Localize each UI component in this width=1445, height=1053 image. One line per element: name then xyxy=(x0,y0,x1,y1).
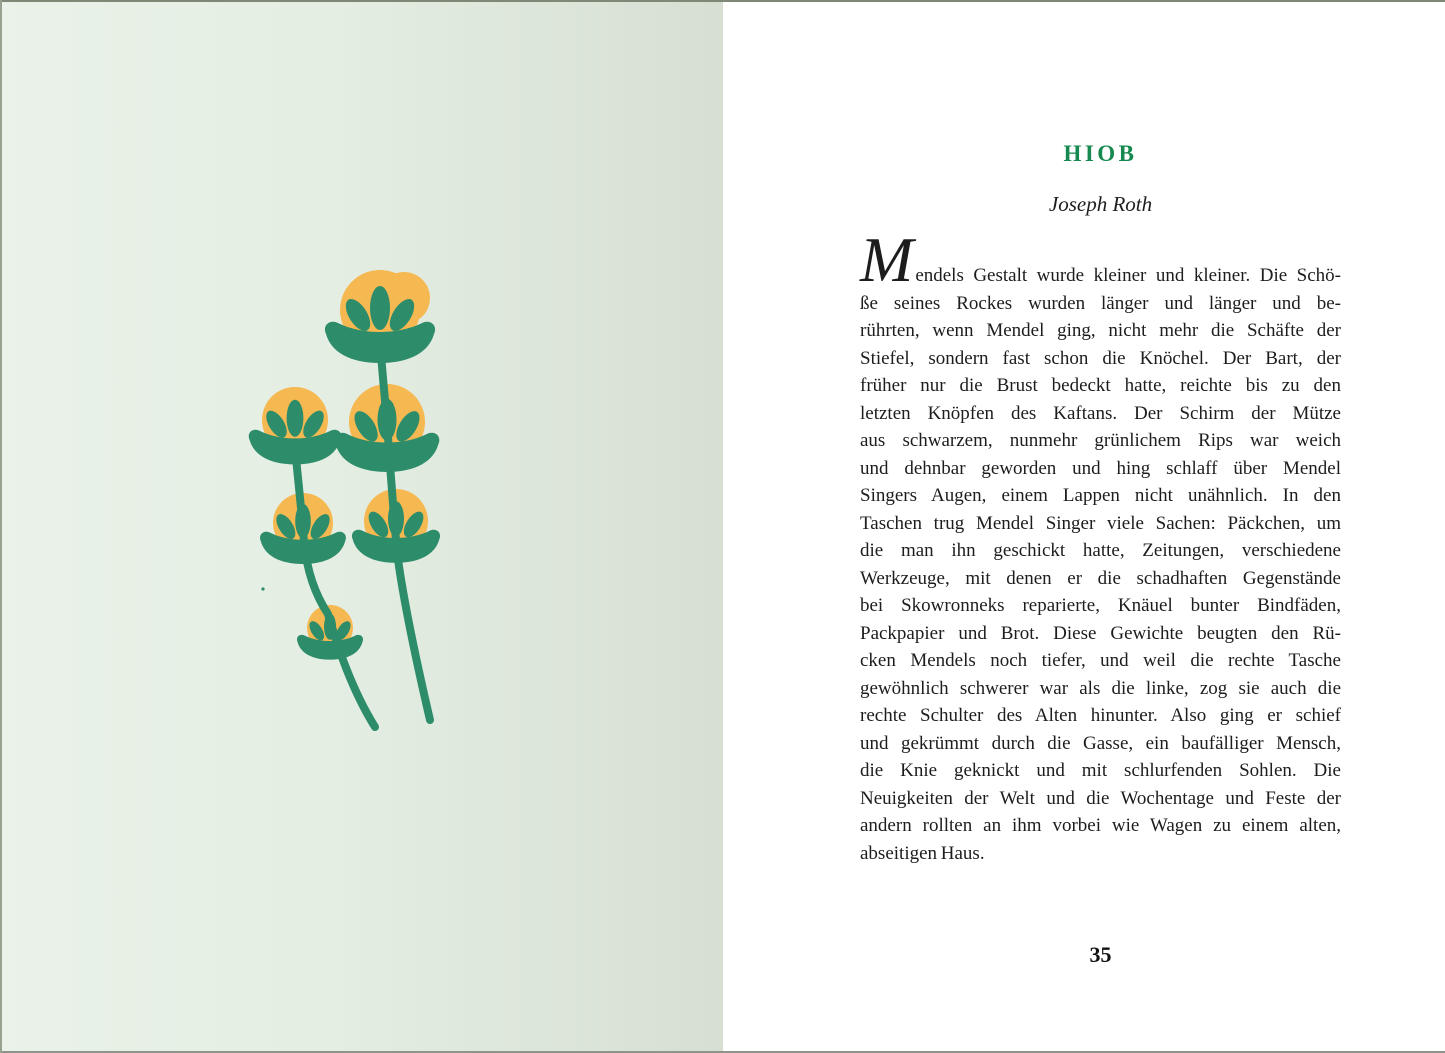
body-text xyxy=(860,224,1341,867)
body-line: Singers Augen, einem Lappen nicht unähnlich. In den xyxy=(860,485,1341,506)
body-line: die Knie geknickt und mit schlurfenden Sohlen. Die xyxy=(860,760,1341,781)
body-line: rührten, wenn Mendel ging, nicht mehr die Schäfte der xyxy=(860,320,1341,341)
text-column xyxy=(860,0,1341,1053)
body-line: Mendels Gestalt wurde kleiner und kleiner. Die Schö- xyxy=(860,224,1341,295)
body-line: rechte Schulter des Alten hinunter. Also ging er schief xyxy=(860,705,1341,726)
body-line: abseitigen Haus. xyxy=(860,842,985,864)
right-page xyxy=(723,0,1445,1053)
body-line: aus schwarzem, nunmehr grünlichem Rips war weich xyxy=(860,430,1341,451)
body-line: ße seines Rockes wurden länger und länger und be- xyxy=(860,292,1341,314)
body-line: gewöhnlich schwerer war als die linke, zog sie auch die xyxy=(860,677,1341,699)
body-line: andern rollten an ihm vorbei wie Wagen zu einem alten, xyxy=(860,815,1341,836)
body-line: Neuigkeiten der Welt und die Wochentage und Feste der xyxy=(860,787,1341,809)
body-line: und gekrümmt durch die Gasse, ein baufälliger Mensch, xyxy=(860,732,1341,754)
body-line: Stiefel, sondern fast schon die Knöchel. Der Bart, der xyxy=(860,347,1341,369)
body-line: die man ihn geschickt hatte, Zeitungen, verschiedene xyxy=(860,540,1341,561)
page-number: 35 xyxy=(1089,942,1112,967)
author-name: Joseph Roth xyxy=(1048,192,1153,216)
flower-illustration xyxy=(228,252,476,744)
body-line: Taschen trug Mendel Singer viele Sachen: Päckchen, um xyxy=(860,512,1341,534)
chapter-title: HIOB xyxy=(1063,141,1138,166)
body-line: bei Skowronneks reparierte, Knäuel bunter Bindfäden, xyxy=(860,595,1341,616)
page-edge-top xyxy=(0,0,1445,2)
body-line: Packpapier und Brot. Diese Gewichte beugten den Rü- xyxy=(860,622,1341,644)
body-line: früher nur die Brust bedeckt hatte, reichte bis zu den xyxy=(860,375,1341,396)
body-line: cken Mendels noch tiefer, und weil die rechte Tasche xyxy=(860,650,1341,671)
body-line: Werkzeuge, mit denen er die schadhaften Gegenstände xyxy=(860,567,1341,589)
body-line: letzten Knöpfen des Kaftans. Der Schirm der Mütze xyxy=(860,402,1341,424)
body-line: und dehnbar geworden und hing schlaff über Mendel xyxy=(860,457,1341,479)
flower-sepals xyxy=(249,286,440,660)
drop-cap: M xyxy=(860,224,915,295)
page-edge-left xyxy=(0,0,2,1053)
